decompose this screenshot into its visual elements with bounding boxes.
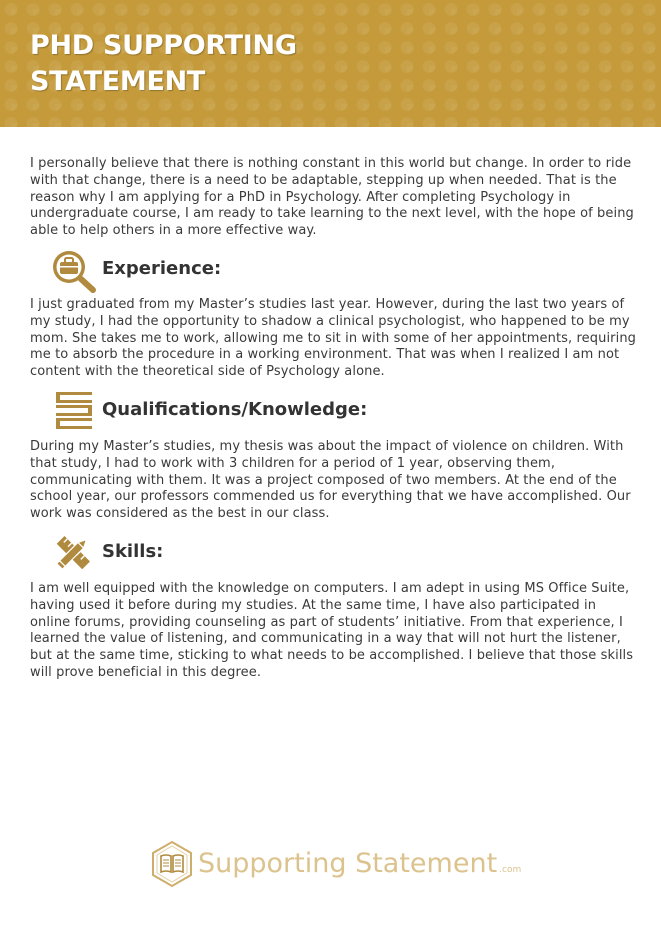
section-title-skills: Skills: xyxy=(102,541,164,562)
footer-brand-name: Supporting Statement xyxy=(198,848,498,879)
footer-brand-suffix: .com xyxy=(499,865,522,875)
qualifications-paragraph: During my Master’s studies, my thesis was about the impact of violence on children. With that study, I had to work with 3 children for a period of 1 year, observing them, communicating with them. It was a project composed of two members. At the end of the school year, our professors commended us for everything that we have accomplished. Our work was considered as the best in our class. xyxy=(30,439,631,522)
intro-paragraph: I personally believe that there is nothing constant in this world but change. In order to ride with that change, there is a need to be adaptable, stepping up when needed. That is the reason why I am applying for a PhD in Psychology. After completing Psychology in undergraduate course, I am ready to take learning to the next level, with the hope of being able to help others in a more effective way. xyxy=(30,156,634,239)
section-title-experience: Experience: xyxy=(102,258,222,279)
skills-paragraph: I am well equipped with the knowledge on computers. I am adept in using MS Office Suite, having used it before during my studies. At the same time, I have also participated in online forums, providing counseling as part of students’ initiative. From that experience, I learned the value of listening, and communicating in a way that will not hurt the listener, but at the same time, sticking to what needs to be accomplished. I believe that those skills will prove beneficial in this degree. xyxy=(30,581,634,680)
footer-logo xyxy=(150,840,520,890)
experience-paragraph: I just graduated from my Master’s studies last year. However, during the last two years of my study, I had the opportunity to shadow a clinical psychologist, who happened to be my mom. She takes me to work, allowing me to sit in with some of her appointments, requiring me to absorb the procedure in a working environment. That was when I realized I am not content with the theoretical side of Psychology alone. xyxy=(30,297,637,380)
footer-brand xyxy=(198,847,521,887)
header-banner xyxy=(0,0,661,127)
book-hexagon-logo-icon xyxy=(150,840,194,888)
page-title xyxy=(30,28,297,100)
pencil-ruler-icon xyxy=(48,530,98,576)
book-stack-icon xyxy=(48,388,98,434)
page-title-line-1: PHD SUPPORTING xyxy=(30,30,297,61)
section-title-qualifications: Qualifications/Knowledge: xyxy=(102,399,368,420)
page-title-line-2: STATEMENT xyxy=(30,66,206,97)
briefcase-magnifier-icon xyxy=(48,247,98,293)
